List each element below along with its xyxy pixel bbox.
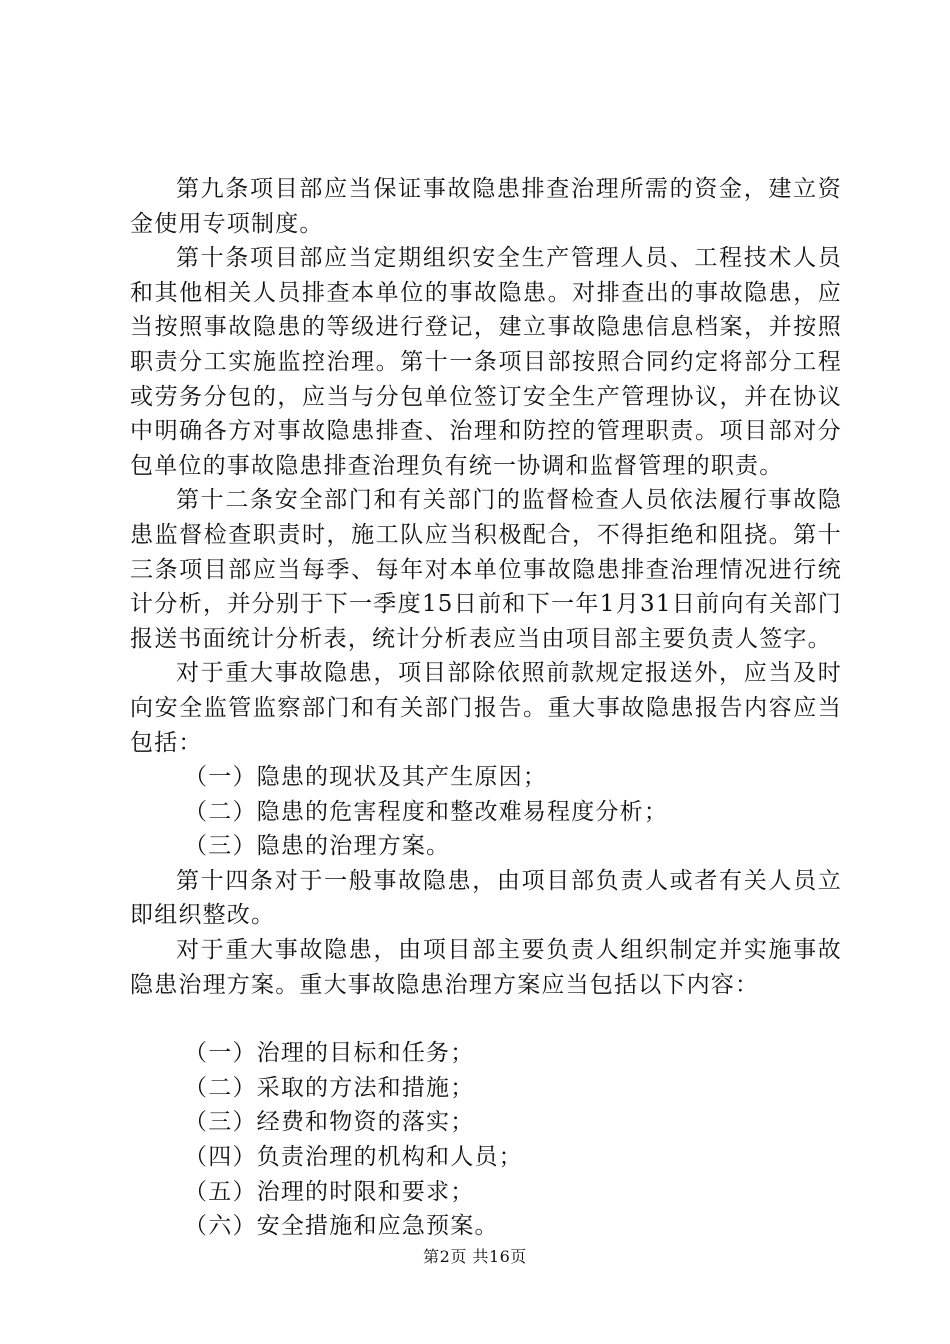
plan-item-4: （四）负责治理的机构和人员； xyxy=(184,1144,523,1171)
paragraph-major-hazard-report: 对于重大事故隐患，项目部除依照前款规定报送外，应当及时向安全监管监察部门和有关部门报告。重大事故隐患报告内容应当包括： xyxy=(130,660,842,756)
report-item-1: （一）隐患的现状及其产生原因； xyxy=(184,764,548,791)
page-number-footer: 第2页 共16页 xyxy=(423,1247,527,1266)
plan-item-3: （三）经费和物资的落实； xyxy=(184,1109,475,1136)
paragraph-article-10-11: 第十条项目部应当定期组织安全生产管理人员、工程技术人员和其他相关人员排查本单位的事故隐患。对排查出的事故隐患，应当按照事故隐患的等级进行登记，建立事故隐患信息档案，并按照职责分工实施监控治理。第十一条项目部按照合同约定将部分工程或劳务分包的，应当与分包单位签订安全生产管理协议，并在协议中明确各方对事故隐患排查、治理和防控的管理职责。项目部对分包单位的事故隐患排查治理负有统一协调和监督管理的职责。 xyxy=(130,245,842,479)
paragraph-spacer xyxy=(130,1002,842,1036)
paragraph-article-9: 第九条项目部应当保证事故隐患排查治理所需的资金，建立资金使用专项制度。 xyxy=(130,176,842,237)
report-item-3: （三）隐患的治理方案。 xyxy=(184,833,451,860)
document-body xyxy=(130,172,842,1244)
plan-item-2: （二）采取的方法和措施； xyxy=(184,1074,475,1101)
plan-item-1: （一）治理的目标和任务； xyxy=(184,1040,475,1067)
report-item-2: （二）隐患的危害程度和整改难易程度分析； xyxy=(184,798,669,825)
paragraph-article-12-13: 第十二条安全部门和有关部门的监督检查人员依法履行事故隐患监督检查职责时，施工队应当积极配合，不得拒绝和阻挠。第十三条项目部应当每季、每年对本单位事故隐患排查治理情况进行统计分析，并分别于下一季度15日前和下一年1月31日前向有关部门报送书面统计分析表，统计分析表应当由项目部主要负责人签字。 xyxy=(130,487,842,652)
plan-item-5: （五）治理的时限和要求； xyxy=(184,1178,475,1205)
paragraph-article-14: 第十四条对于一般事故隐患，由项目部负责人或者有关人员立即组织整改。 xyxy=(130,867,842,929)
plan-item-6: （六）安全措施和应急预案。 xyxy=(184,1213,499,1240)
paragraph-major-hazard-plan: 对于重大事故隐患，由项目部主要负责人组织制定并实施事故隐患治理方案。重大事故隐患治理方案应当包括以下内容： xyxy=(130,937,842,998)
